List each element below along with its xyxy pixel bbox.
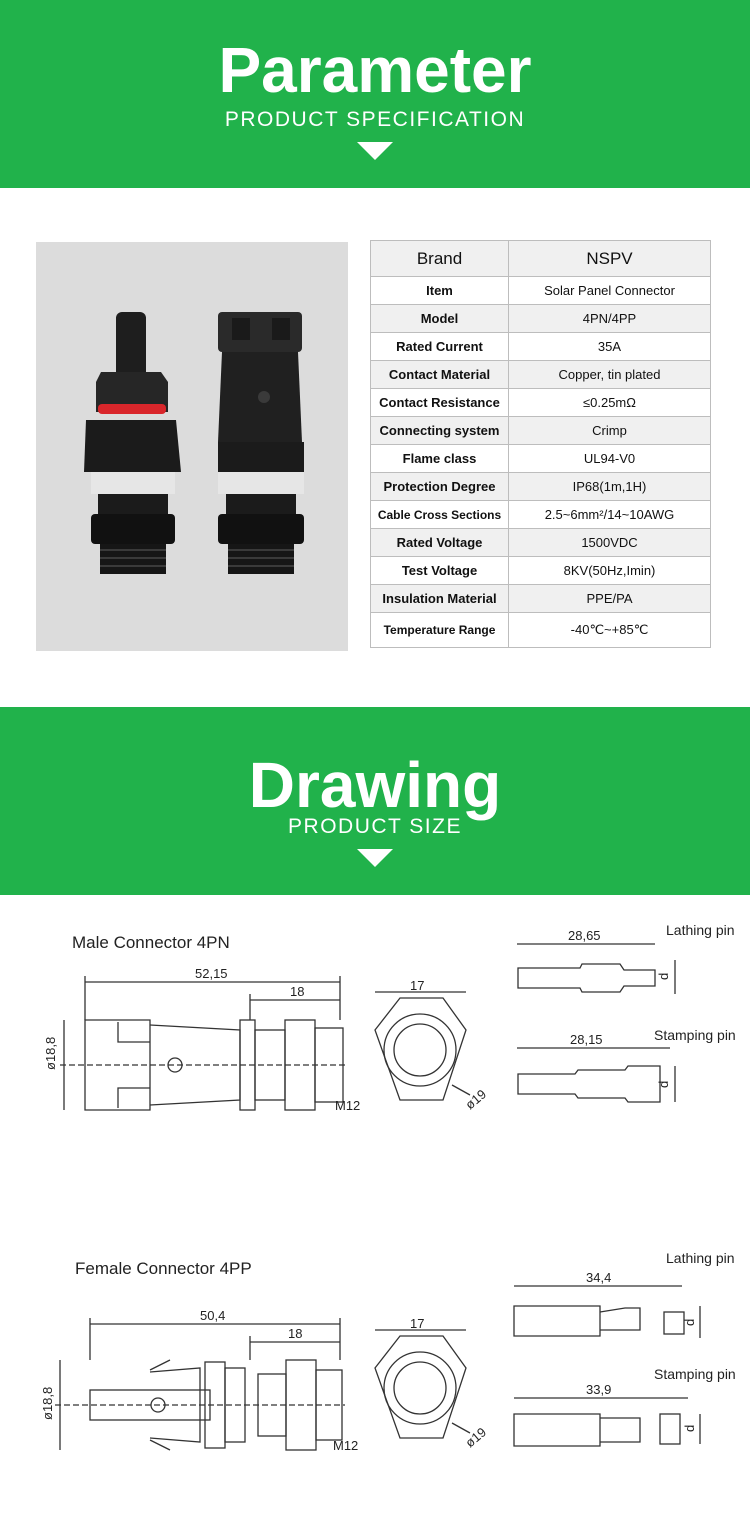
spec-value: UL94-V0: [509, 445, 711, 473]
spec-value: Solar Panel Connector: [509, 277, 711, 305]
female-lathing-label: Lathing pin: [666, 1250, 735, 1266]
table-row: [371, 445, 711, 473]
spec-key: Item: [371, 277, 509, 305]
male-connector-image: [84, 312, 181, 574]
female-thread-dim: M12: [333, 1438, 359, 1453]
spec-value: 4PN/4PP: [509, 305, 711, 333]
spec-value: Crimp: [509, 417, 711, 445]
spec-key: Brand: [371, 241, 509, 277]
spec-key: Cable Cross Sections: [371, 501, 509, 529]
male-nut-dim: 18: [290, 984, 305, 999]
male-lathing-d: d: [656, 972, 671, 980]
table-row: [371, 501, 711, 529]
parameter-title: Parameter: [218, 34, 532, 106]
female-stamping-dim: 33,9: [586, 1382, 612, 1397]
female-lathing-d: d: [682, 1318, 697, 1326]
table-row: [371, 277, 711, 305]
female-overall-dim: 50,4: [200, 1308, 226, 1323]
female-hexdia-dim: ø19: [462, 1424, 490, 1451]
spec-value: 8KV(50Hz,Imin): [509, 557, 711, 585]
table-row: [371, 417, 711, 445]
male-stamping-label: Stamping pin: [654, 1027, 736, 1043]
spec-key: Insulation Material: [371, 585, 509, 613]
male-overall-dim: 52,15: [195, 966, 228, 981]
product-photo: [36, 242, 348, 651]
female-lathing-dim: 34,4: [586, 1270, 612, 1285]
spec-value: NSPV: [509, 241, 711, 277]
female-nut-dim: 18: [288, 1326, 303, 1341]
table-row: [371, 585, 711, 613]
down-arrow-icon: [357, 849, 393, 867]
female-stamping-label: Stamping pin: [654, 1366, 736, 1382]
spec-value: 2.5~6mm²/14~10AWG: [509, 501, 711, 529]
male-dia-dim: ø18,8: [43, 1036, 58, 1070]
spec-value: 35A: [509, 333, 711, 361]
spec-key: Rated Current: [371, 333, 509, 361]
drawing-subtitle: PRODUCT SIZE: [288, 815, 462, 838]
parameter-subtitle: PRODUCT SPECIFICATION: [224, 108, 526, 131]
table-row: [371, 241, 711, 277]
spec-key: Temperature Range: [371, 613, 509, 648]
male-thread-dim: M12: [335, 1098, 361, 1113]
spec-key: Rated Voltage: [371, 529, 509, 557]
spec-value: 1500VDC: [509, 529, 711, 557]
table-row: [371, 333, 711, 361]
parameter-banner: [0, 0, 750, 188]
table-row: [371, 529, 711, 557]
female-stamping-d: d: [682, 1424, 697, 1432]
spec-key: Protection Degree: [371, 473, 509, 501]
female-connector-title: Female Connector 4PP: [75, 1259, 252, 1278]
spec-key: Test Voltage: [371, 557, 509, 585]
spec-value: IP68(1m,1H): [509, 473, 711, 501]
drawing-title: Drawing: [248, 749, 502, 821]
spec-value: ≤0.25mΩ: [509, 389, 711, 417]
spec-key: Contact Resistance: [371, 389, 509, 417]
female-hex-dim: 17: [410, 1316, 425, 1331]
table-row: [371, 389, 711, 417]
spec-value: PPE/PA: [509, 585, 711, 613]
female-drawing: [0, 1270, 750, 1490]
male-connector-title: Male Connector 4PN: [72, 933, 230, 952]
male-hex-dim: 17: [410, 978, 425, 993]
spec-key: Contact Material: [371, 361, 509, 389]
male-hexdia-dim: ø19: [462, 1086, 490, 1113]
down-arrow-icon: [357, 142, 393, 160]
table-row: [371, 361, 711, 389]
table-row: [371, 305, 711, 333]
spec-key: Connecting system: [371, 417, 509, 445]
drawing-banner: [0, 707, 750, 895]
spec-value: Copper, tin plated: [509, 361, 711, 389]
male-lathing-dim: 28,65: [568, 928, 601, 943]
female-connector-image: [218, 312, 304, 574]
female-dia-dim: ø18,8: [40, 1386, 55, 1420]
male-stamping-dim: 28,15: [570, 1032, 603, 1047]
male-stamping-d: d: [656, 1080, 671, 1088]
spec-table: [370, 240, 711, 648]
spec-key: Flame class: [371, 445, 509, 473]
male-lathing-label: Lathing pin: [666, 922, 735, 938]
spec-key: Model: [371, 305, 509, 333]
spec-value: -40℃~+85℃: [509, 613, 711, 648]
table-row: [371, 613, 711, 648]
table-row: [371, 473, 711, 501]
table-row: [371, 557, 711, 585]
